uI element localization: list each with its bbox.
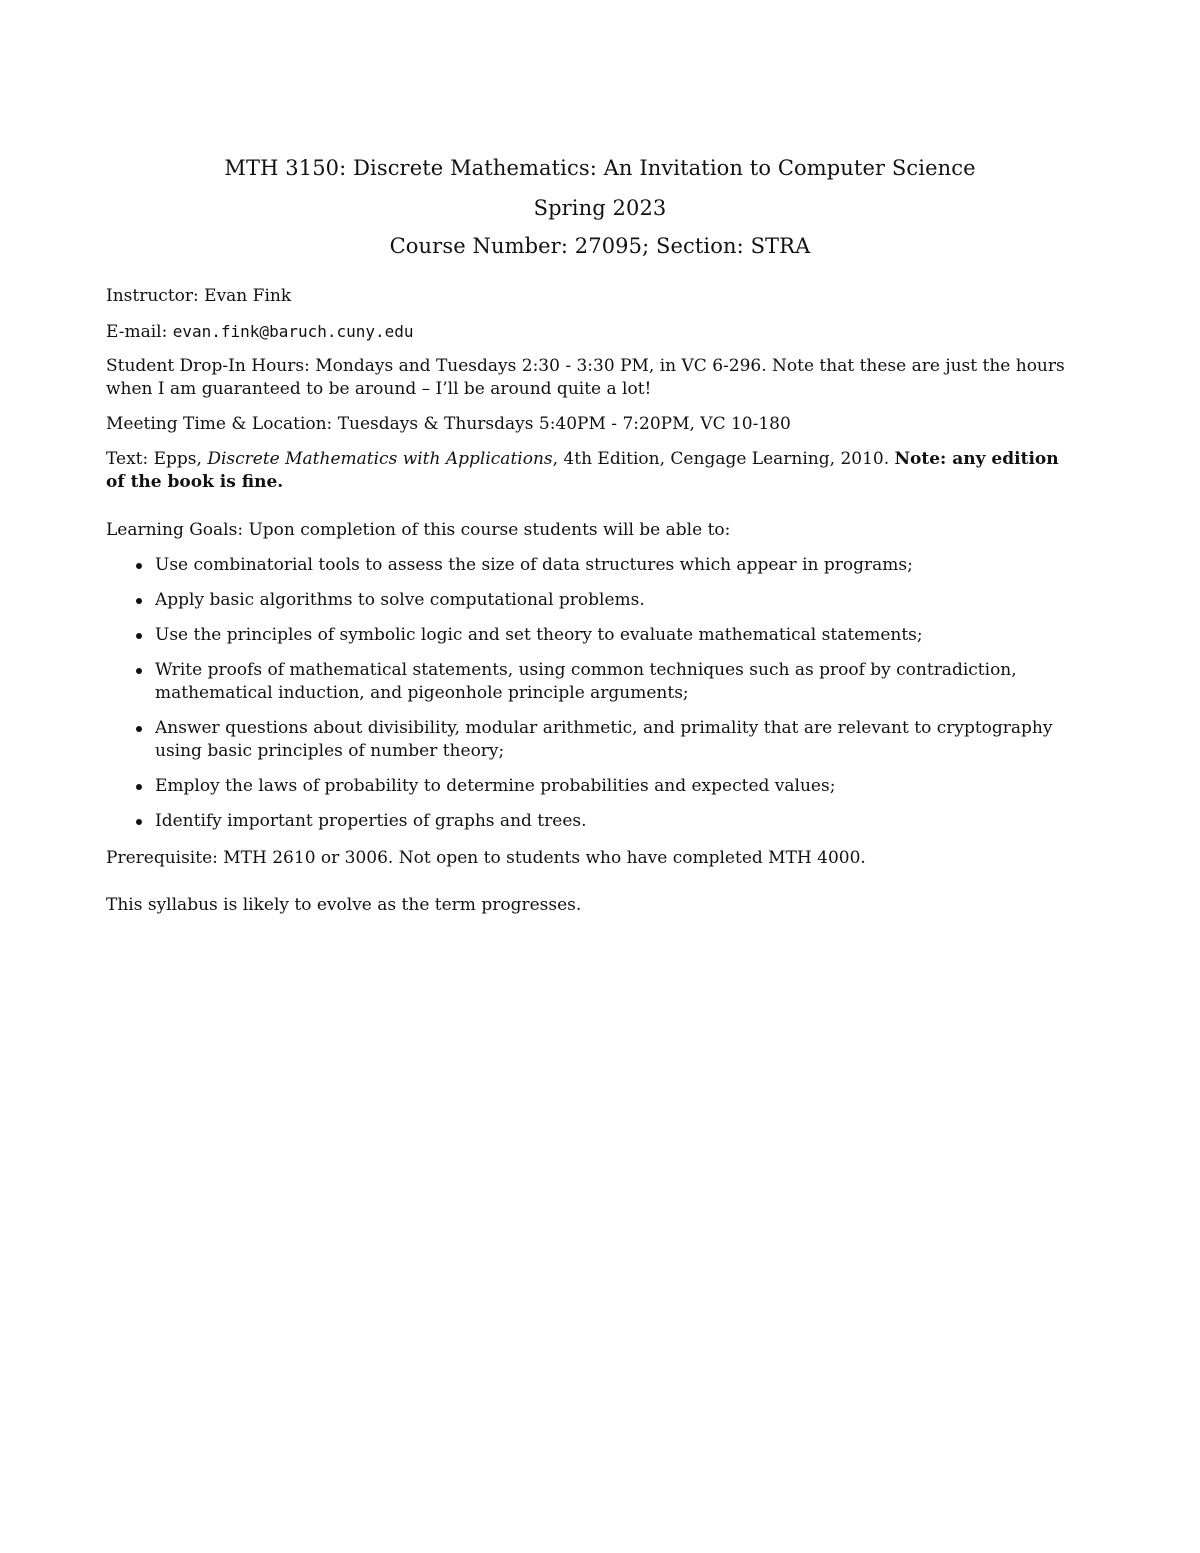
email-line — [106, 320, 1081, 344]
instructor-line — [106, 285, 1081, 308]
list-item — [106, 659, 1081, 705]
instructor-label: Instructor: — [106, 286, 199, 306]
goal-text: Answer questions about divisibility, modular arithmetic, and primality that are relevant to cryptography using basic principles of number theory; — [155, 718, 1053, 761]
syllabus-note: This syllabus is likely to evolve as the term progresses. — [106, 895, 582, 915]
goal-text: Identify important properties of graphs and trees. — [155, 811, 587, 831]
email-address[interactable]: evan.fink@baruch.cuny.edu — [172, 322, 414, 341]
course-term: Spring 2023 — [533, 196, 667, 220]
textbook-note: Note: any edition of the book is fine. — [106, 449, 1059, 492]
bullet-icon — [136, 784, 142, 790]
instructor-name: Evan Fink — [204, 286, 292, 306]
course-number-section: Course Number: 27095; Section: STRA — [389, 234, 811, 258]
bullet-icon — [136, 819, 142, 825]
list-item — [106, 554, 1081, 577]
course-title: MTH 3150: Discrete Mathematics: An Invitation to Computer Science — [224, 156, 976, 180]
learning-goals-intro: Learning Goals: Upon completion of this course students will be able to: — [106, 520, 731, 540]
prerequisite-line: Prerequisite: MTH 2610 or 3006. Not open to students who have completed MTH 4000. — [106, 848, 866, 868]
list-item — [106, 624, 1081, 647]
bullet-icon — [136, 598, 142, 604]
textbook-line — [106, 448, 1081, 494]
goal-text: Write proofs of mathematical statements, using common techniques such as proof by contradiction, mathematical induction, and pigeonhole principle arguments; — [155, 660, 1017, 703]
list-item — [106, 717, 1081, 763]
textbook-prefix: Text: Epps, — [106, 449, 208, 469]
meeting-time-location: Meeting Time & Location: Tuesdays & Thursdays 5:40PM - 7:20PM, VC 10-180 — [106, 414, 791, 434]
bullet-icon — [136, 668, 142, 674]
bullet-icon — [136, 563, 142, 569]
drop-in-hours: Student Drop-In Hours: Mondays and Tuesdays 2:30 - 3:30 PM, in VC 6-296. Note that these are just the hours when I am guaranteed to be around – I’ll be around quite a lot! — [106, 356, 1065, 399]
email-label: E-mail: — [106, 322, 168, 342]
bullet-icon — [136, 726, 142, 732]
bullet-icon — [136, 633, 142, 639]
goal-text: Use the principles of symbolic logic and set theory to evaluate mathematical statements; — [155, 625, 923, 645]
learning-goals-list — [106, 554, 1081, 845]
goal-text: Use combinatorial tools to assess the size of data structures which appear in programs; — [155, 555, 913, 575]
goal-text: Apply basic algorithms to solve computational problems. — [155, 590, 645, 610]
list-item — [106, 775, 1081, 798]
goal-text: Employ the laws of probability to determine probabilities and expected values; — [155, 776, 836, 796]
list-item — [106, 810, 1081, 833]
textbook-suffix: , 4th Edition, Cengage Learning, 2010. — [552, 449, 895, 469]
list-item — [106, 589, 1081, 612]
textbook-title: Discrete Mathematics with Applications — [207, 449, 553, 469]
